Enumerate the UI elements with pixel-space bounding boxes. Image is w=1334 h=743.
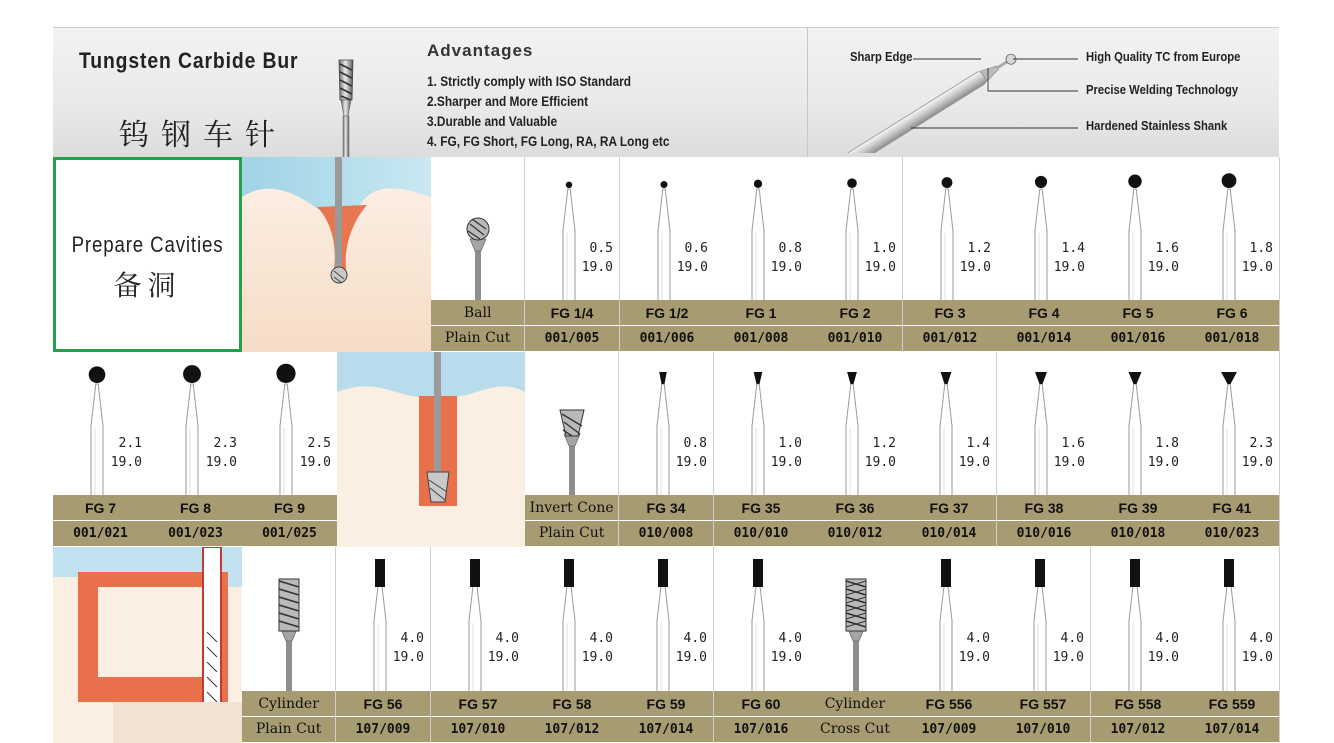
bur-model-label: FG 1/4 [525, 300, 619, 325]
bur-type-cell [808, 547, 903, 743]
advantage-item: 3.Durable and Valuable [427, 114, 558, 129]
bur-shank-glyph [1034, 559, 1046, 698]
bur-cell [903, 157, 998, 352]
bur-model-label: FG 35 [714, 495, 808, 520]
bur-iso-code: 001/025 [242, 521, 337, 546]
bur-type-name: Invert Cone [525, 495, 618, 520]
bur-diameter: 2.3 [213, 436, 237, 451]
advantage-item: 1. Strictly comply with ISO Standard [427, 74, 631, 89]
bur-diameter: 1.8 [1249, 241, 1273, 256]
bur-length: 19.0 [1147, 650, 1179, 665]
bur-model-label: FG 57 [431, 691, 525, 716]
bur-model-label: FG 1 [714, 300, 808, 325]
bur-length: 19.0 [770, 650, 802, 665]
bur-iso-code: 010/008 [619, 521, 713, 546]
bur-dimensions [676, 629, 707, 667]
bur-diameter: 0.5 [589, 241, 613, 256]
bur-iso-code: 010/012 [808, 521, 902, 546]
bur-diameter: 1.8 [1155, 436, 1179, 451]
bur-iso-code: 107/014 [619, 717, 713, 742]
row-ball-burs-large [53, 352, 337, 547]
bur-cell [1091, 547, 1186, 743]
bur-length: 19.0 [770, 455, 802, 470]
bur-cut-type: Plain Cut [525, 521, 618, 546]
bur-dimensions [1054, 434, 1085, 472]
bur-iso-code: 107/009 [336, 717, 430, 742]
bur-cell [902, 352, 997, 547]
bur-iso-code: 010/023 [1185, 521, 1279, 546]
bur-length: 19.0 [1241, 650, 1273, 665]
bur-dimensions [111, 434, 142, 472]
bur-diameter: 2.3 [1249, 436, 1273, 451]
bur-length: 19.0 [675, 455, 707, 470]
bur-diameter: 4.0 [1155, 631, 1179, 646]
bur-diameter: 1.0 [778, 436, 802, 451]
bur-length: 19.0 [581, 650, 613, 665]
bur-diameter: 0.6 [684, 241, 708, 256]
bur-dimensions [1053, 629, 1084, 667]
bur-diameter: 4.0 [966, 631, 990, 646]
bur-type-cell [431, 157, 525, 352]
bur-type-name: Cylinder [242, 691, 335, 716]
bur-diameter: 1.2 [967, 241, 991, 256]
bur-cell [808, 352, 903, 547]
bur-cell [53, 352, 149, 547]
bur-model-label: FG 60 [714, 691, 808, 716]
bur-length: 19.0 [1053, 260, 1085, 275]
bur-model-label: FG 58 [525, 691, 619, 716]
bur-shank-glyph [1034, 176, 1046, 308]
bur-length: 19.0 [959, 260, 991, 275]
bur-diameter: 4.0 [683, 631, 707, 646]
bur-cell [1185, 352, 1280, 547]
bur-length: 19.0 [581, 260, 613, 275]
bur-dimensions [771, 629, 802, 667]
bur-dimensions [206, 434, 237, 472]
bur-iso-code: 001/018 [1185, 326, 1279, 351]
bur-dimensions [1242, 239, 1273, 277]
bur-iso-code: 010/018 [1091, 521, 1185, 546]
prepare-cavities-panel [53, 157, 242, 352]
bur-catalog-sheet [53, 27, 1279, 743]
bur-shank-glyph [940, 559, 952, 698]
catalog-title: Tungsten Carbide Bur [79, 48, 299, 73]
bur-model-label: FG 4 [997, 300, 1091, 325]
tooth-illustration-invert-cone [337, 352, 525, 547]
bur-diameter: 0.8 [683, 436, 707, 451]
bur-shank-glyph [1221, 173, 1236, 308]
bur-iso-code: 107/016 [714, 717, 808, 742]
bur-shank-glyph [374, 559, 386, 698]
catalog-title-cn: 钨钢车针 [119, 118, 287, 153]
bur-type-cell [242, 547, 336, 743]
bur-type-cell [525, 352, 619, 547]
bur-shank-glyph [846, 372, 858, 503]
bur-cell [525, 547, 620, 743]
bur-cut-type: Cross Cut [808, 717, 902, 742]
annotation-sharp-edge: Sharp Edge [850, 50, 913, 64]
bur-length: 19.0 [770, 260, 802, 275]
row-invert-cone-burs [525, 352, 1279, 547]
bur-length: 19.0 [487, 650, 519, 665]
bur-model-label: FG 56 [336, 691, 430, 716]
bur-cell [808, 157, 903, 352]
bur-cell [619, 547, 714, 743]
bur-model-label: FG 559 [1185, 691, 1279, 716]
bur-shank-glyph [563, 182, 575, 308]
bur-length: 19.0 [1052, 650, 1084, 665]
bur-cell [525, 157, 620, 352]
bur-length: 19.0 [299, 455, 331, 470]
bur-iso-code: 010/014 [902, 521, 996, 546]
bur-model-label: FG 557 [996, 691, 1090, 716]
tooth-illustration-cylinder [53, 547, 242, 743]
bur-shank-glyph [276, 364, 295, 503]
bur-length: 19.0 [1053, 455, 1085, 470]
bur-diameter: 2.5 [307, 436, 331, 451]
bur-shank-glyph [89, 366, 106, 503]
bur-shank-glyph [657, 559, 669, 698]
bur-diameter: 1.2 [872, 436, 896, 451]
carbide-bur-image [331, 56, 361, 158]
bur-cell [1091, 157, 1186, 352]
bur-diameter: 4.0 [778, 631, 802, 646]
bur-shank-glyph [563, 559, 575, 698]
row-cylinder-burs [242, 547, 1279, 743]
bur-shank-glyph [183, 365, 201, 503]
bur-iso-code: 107/009 [902, 717, 996, 742]
bur-dimensions [960, 239, 991, 277]
bur-diameter: 0.8 [778, 241, 802, 256]
bur-iso-code: 001/005 [525, 326, 619, 351]
bur-shank-glyph [1221, 372, 1237, 503]
bur-model-label: FG 6 [1185, 300, 1279, 325]
bur-shank-glyph [846, 178, 858, 308]
bur-cell [902, 547, 997, 743]
bur-iso-code: 107/010 [431, 717, 525, 742]
bur-shank-glyph [1129, 559, 1141, 698]
bur-model-label: FG 38 [997, 495, 1091, 520]
annotation-shank: Hardened Stainless Shank [1086, 119, 1228, 133]
bur-length: 19.0 [110, 455, 142, 470]
bur-dimensions [677, 239, 708, 277]
bur-diameter: 4.0 [400, 631, 424, 646]
bur-iso-code: 001/016 [1091, 326, 1185, 351]
bur-iso-code: 001/008 [714, 326, 808, 351]
bur-iso-code: 001/014 [997, 326, 1091, 351]
bur-cut-type: Plain Cut [431, 326, 524, 351]
bur-cell [619, 352, 714, 547]
bur-cell [997, 157, 1092, 352]
bur-length: 19.0 [205, 455, 237, 470]
bur-model-label: FG 558 [1091, 691, 1185, 716]
bur-shank-glyph [1128, 175, 1141, 308]
bur-cell [431, 547, 526, 743]
bur-dimensions [582, 629, 613, 667]
tooth-illustration-ball [242, 157, 431, 352]
bur-cell [996, 547, 1091, 743]
bur-cell [714, 352, 809, 547]
bur-length: 19.0 [392, 650, 424, 665]
bur-model-label: FG 59 [619, 691, 713, 716]
bur-iso-code: 001/012 [903, 326, 997, 351]
header-banner [53, 27, 1279, 158]
bur-shank-glyph [752, 180, 764, 308]
annotation-tc: High Quality TC from Europe [1086, 50, 1241, 64]
bur-cell [1185, 547, 1280, 743]
bur-iso-code: 001/010 [808, 326, 902, 351]
bur-shank-glyph [469, 559, 481, 698]
bur-iso-code: 001/021 [53, 521, 148, 546]
bur-iso-code: 107/012 [1091, 717, 1185, 742]
bur-dimensions [1148, 434, 1179, 472]
bur-dimensions [959, 629, 990, 667]
bur-dimensions [582, 239, 613, 277]
bur-length: 19.0 [1241, 260, 1273, 275]
bur-cell [620, 157, 715, 352]
bur-cell [997, 352, 1092, 547]
bur-length: 19.0 [958, 650, 990, 665]
bur-model-label: FG 39 [1091, 495, 1185, 520]
bur-cell [148, 352, 244, 547]
bur-type-name: Cylinder [808, 691, 902, 716]
bur-shank-glyph [752, 559, 764, 698]
bur-shank-glyph [940, 372, 952, 503]
bur-shank-glyph [941, 177, 953, 308]
bur-dimensions [959, 434, 990, 472]
bur-diameter: 4.0 [1249, 631, 1273, 646]
bur-model-label: FG 37 [902, 495, 996, 520]
bur-dimensions [1148, 239, 1179, 277]
bur-iso-code: 107/014 [1185, 717, 1279, 742]
bur-iso-code: 107/010 [996, 717, 1090, 742]
bur-cell [714, 547, 809, 743]
bur-shank-glyph [1128, 372, 1141, 503]
bur-dimensions [1148, 629, 1179, 667]
bur-diameter: 1.6 [1061, 436, 1085, 451]
bur-iso-code: 010/010 [714, 521, 808, 546]
bur-diameter: 1.4 [1061, 241, 1085, 256]
bur-shank-glyph [657, 372, 669, 503]
bur-model-label: FG 1/2 [620, 300, 714, 325]
bur-dimensions [865, 434, 896, 472]
bur-dimensions [865, 239, 896, 277]
bur-dimensions [393, 629, 424, 667]
bur-model-label: FG 5 [1091, 300, 1185, 325]
bur-model-label: FG 36 [808, 495, 902, 520]
prepare-cavities-label-cn: 备洞 [113, 269, 182, 302]
bur-dimensions [771, 434, 802, 472]
bur-length: 19.0 [675, 650, 707, 665]
bur-dimensions [300, 434, 331, 472]
bur-dimensions [1242, 434, 1273, 472]
annotation-welding: Precise Welding Technology [1086, 83, 1239, 97]
bur-length: 19.0 [1241, 455, 1273, 470]
bur-length: 19.0 [864, 455, 896, 470]
bur-dimensions [676, 434, 707, 472]
bur-model-label: FG 8 [148, 495, 243, 520]
prepare-cavities-label: Prepare Cavities [71, 232, 224, 257]
bur-iso-code: 001/006 [620, 326, 714, 351]
bur-diameter: 1.4 [966, 436, 990, 451]
bur-cell [336, 547, 431, 743]
bur-shank-glyph [658, 181, 670, 308]
bur-length: 19.0 [676, 260, 708, 275]
bur-model-label: FG 9 [242, 495, 337, 520]
advantages-title: Advantages [427, 41, 534, 60]
bur-length: 19.0 [958, 455, 990, 470]
advantage-item: 4. FG, FG Short, FG Long, RA, RA Long etc [427, 134, 670, 149]
bur-cell [242, 352, 338, 547]
bur-diameter: 4.0 [589, 631, 613, 646]
header-divider [807, 28, 808, 158]
bur-dimensions [488, 629, 519, 667]
bur-cell [1091, 352, 1186, 547]
advantages-list [427, 72, 669, 152]
row-ball-burs [431, 157, 1279, 352]
advantage-item: 2.Sharper and More Efficient [427, 94, 589, 109]
bur-diameter: 2.1 [118, 436, 142, 451]
bur-cut-type: Plain Cut [242, 717, 335, 742]
bur-length: 19.0 [864, 260, 896, 275]
bur-cell [1185, 157, 1280, 352]
bur-shank-glyph [1035, 372, 1047, 503]
bur-iso-code: 010/016 [997, 521, 1091, 546]
bur-model-label: FG 556 [902, 691, 996, 716]
bur-length: 19.0 [1147, 260, 1179, 275]
bur-length: 19.0 [1147, 455, 1179, 470]
bur-model-label: FG 7 [53, 495, 148, 520]
bur-diameter: 4.0 [1060, 631, 1084, 646]
bur-type-name: Ball [431, 300, 524, 325]
bur-iso-code: 001/023 [148, 521, 243, 546]
bur-dimensions [771, 239, 802, 277]
bur-shank-glyph [1223, 559, 1235, 698]
bur-model-label: FG 34 [619, 495, 713, 520]
bur-dimensions [1054, 239, 1085, 277]
bur-iso-code: 107/012 [525, 717, 619, 742]
bur-shank-glyph [752, 372, 764, 503]
bur-model-label: FG 2 [808, 300, 902, 325]
bur-model-label: FG 3 [903, 300, 997, 325]
bur-diameter: 1.6 [1155, 241, 1179, 256]
bur-cell [714, 157, 809, 352]
bur-diameter: 4.0 [495, 631, 519, 646]
bur-dimensions [1242, 629, 1273, 667]
bur-model-label: FG 41 [1185, 495, 1279, 520]
bur-diameter: 1.0 [872, 241, 896, 256]
